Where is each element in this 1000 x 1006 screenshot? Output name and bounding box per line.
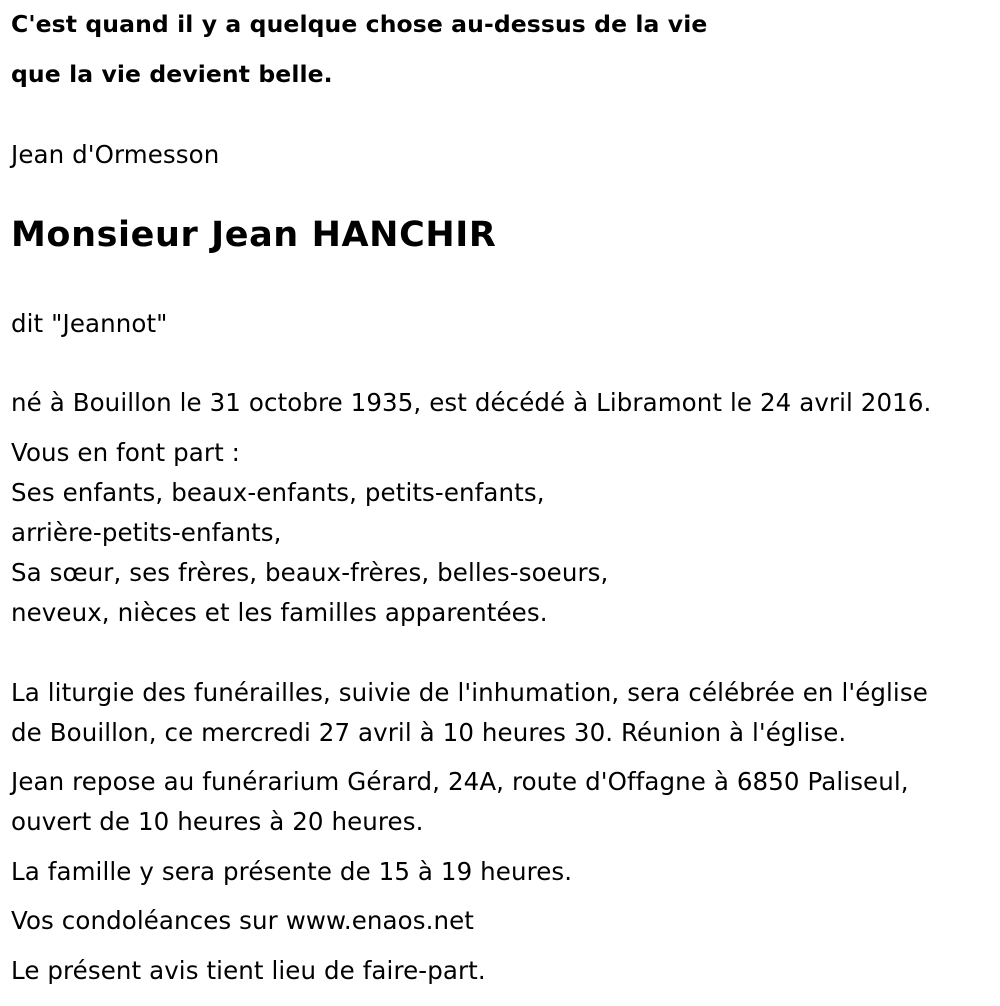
repose-line-2: ouvert de 10 heures à 20 heures. [11, 807, 424, 836]
deceased-name: Monsieur Jean HANCHIR [11, 215, 497, 255]
notice-line: Le présent avis tient lieu de faire-part. [11, 956, 486, 985]
quote-author: Jean d'Ormesson [11, 140, 220, 169]
repose-line-1: Jean repose au funérarium Gérard, 24A, route d'Offagne à 6850 Paliseul, [11, 767, 909, 796]
family-line: Ses enfants, beaux-enfants, petits-enfants, [11, 478, 545, 507]
family-line: Sa sœur, ses frères, beaux-frères, belles-soeurs, [11, 558, 609, 587]
family-line: neveux, nièces et les familles apparentées. [11, 598, 548, 627]
family-presence: La famille y sera présente de 15 à 19 heures. [11, 857, 573, 886]
condolences-line: Vos condoléances sur www.enaos.net [11, 906, 475, 935]
family-intro: Vous en font part : [11, 438, 241, 467]
liturgy-line-1: La liturgie des funérailles, suivie de l'inhumation, sera célébrée en l'église [11, 678, 928, 707]
quote-line-1: C'est quand il y a quelque chose au-dessus de la vie [11, 10, 708, 38]
family-line: arrière-petits-enfants, [11, 518, 282, 547]
liturgy-line-2: de Bouillon, ce mercredi 27 avril à 10 heures 30. Réunion à l'église. [11, 718, 847, 747]
quote-line-2: que la vie devient belle. [11, 60, 333, 88]
birth-death-line: né à Bouillon le 31 octobre 1935, est décédé à Libramont le 24 avril 2016. [11, 388, 932, 417]
deceased-nickname: dit "Jeannot" [11, 309, 168, 338]
